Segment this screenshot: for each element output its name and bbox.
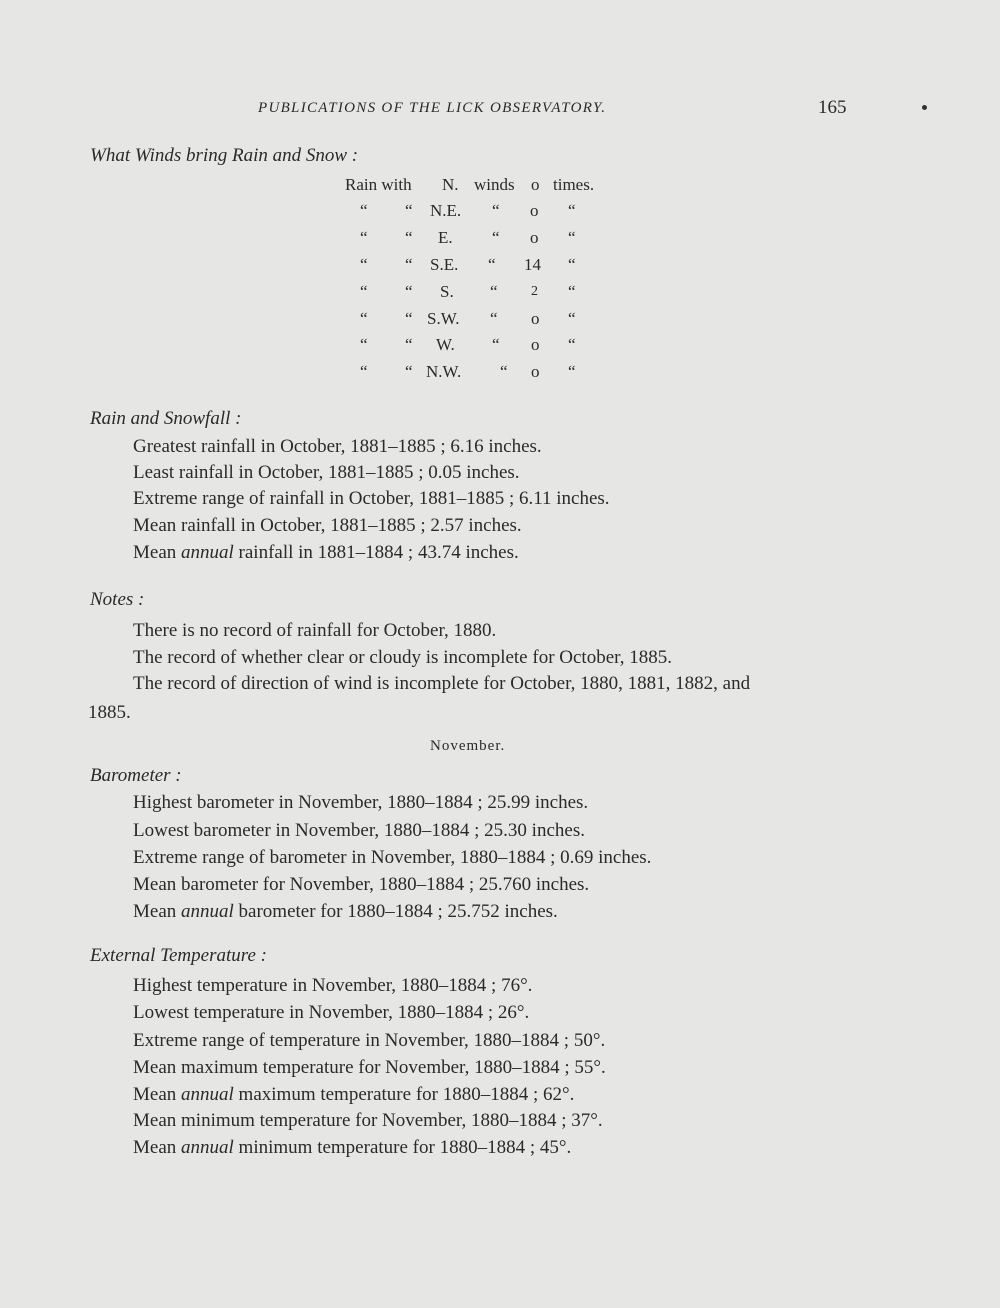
ditto-mark: “ (500, 362, 508, 381)
wind-count: o (531, 362, 540, 381)
barometer-heading: Barometer : (90, 765, 182, 786)
note-line: The record of direction of wind is incomplete for October, 1880, 1881, 1882, and (133, 673, 751, 694)
ditto-mark: “ (492, 335, 500, 354)
wind-direction: E. (438, 228, 453, 247)
ditto-mark: “ (405, 255, 413, 274)
ditto-mark: “ (405, 335, 413, 354)
ditto-mark: “ (568, 228, 576, 247)
wind-count: 2 (531, 284, 538, 299)
ditto-mark: “ (405, 282, 413, 301)
ditto-mark: “ (405, 201, 413, 220)
rainfall-line: Extreme range of rainfall in October, 1881–1885 ; 6.11 inches. (133, 488, 610, 509)
ditto-mark: “ (360, 255, 368, 274)
text-segment: Lowest temperature in November, 1880–1884 ; 26°. (133, 1002, 530, 1023)
text-segment: barometer for 1880–1884 ; 25.752 inches. (233, 901, 558, 922)
ditto-mark: “ (360, 335, 368, 354)
temperature-heading: External Temperature : (90, 945, 267, 966)
temperature-annual-line (133, 1137, 571, 1159)
emphasis: annual (181, 542, 234, 563)
temperature-line (133, 1057, 606, 1079)
running-head: PUBLICATIONS OF THE LICK OBSERVATORY. (258, 100, 607, 116)
temperature-line (133, 1030, 605, 1052)
text-segment: Mean (133, 1084, 182, 1105)
month-heading: November. (430, 738, 506, 754)
notes-heading: Notes : (90, 589, 145, 610)
wind-direction: N.E. (430, 201, 462, 220)
wind-count: o (531, 309, 540, 328)
emphasis: annual (181, 901, 234, 922)
temperature-line (133, 1002, 529, 1024)
winds-word: winds (474, 175, 515, 194)
winds-intro: Rain with (345, 175, 412, 194)
rainfall-heading: Rain and Snowfall : (90, 408, 242, 429)
wind-count: o (530, 201, 539, 220)
ditto-mark: “ (568, 282, 576, 301)
wind-count: o (531, 335, 540, 354)
wind-direction: W. (436, 335, 455, 354)
ditto-mark: “ (360, 282, 368, 301)
times-word: times. (553, 175, 595, 194)
ditto-mark: “ (490, 282, 498, 301)
emphasis: annual (181, 1137, 234, 1158)
note-line: The record of whether clear or cloudy is incomplete for October, 1885. (133, 647, 672, 668)
ditto-mark: “ (405, 362, 413, 381)
ditto-mark: “ (360, 228, 368, 247)
ditto-mark: “ (568, 255, 576, 274)
note-continuation: 1885. (88, 702, 131, 723)
wind-direction: S. (440, 282, 454, 301)
rainfall-line: Least rainfall in October, 1881–1885 ; 0.05 inches. (133, 462, 520, 483)
text-segment: Mean maximum temperature for November, 1880–1884 ; 55°. (133, 1057, 606, 1078)
text-segment: Mean (133, 542, 182, 563)
ditto-mark: “ (405, 309, 413, 328)
page-number: 165 (818, 97, 847, 118)
wind-direction: S.E. (430, 255, 459, 274)
text-segment: Extreme range of temperature in November, 1880–1884 ; 50°. (133, 1030, 606, 1051)
rainfall-line: Greatest rainfall in October, 1881–1885 ; 6.16 inches. (133, 436, 542, 457)
text-segment: Mean (133, 1137, 182, 1158)
ditto-mark: “ (568, 201, 576, 220)
note-line: There is no record of rainfall for October, 1880. (133, 620, 497, 641)
ditto-mark: “ (568, 362, 576, 381)
temperature-line (133, 975, 532, 997)
wind-direction: S.W. (427, 309, 460, 328)
barometer-line: Mean barometer for November, 1880–1884 ; 25.760 inches. (133, 874, 590, 895)
text-segment: maximum temperature for 1880–1884 ; 62°. (233, 1084, 575, 1105)
ditto-mark: “ (490, 309, 498, 328)
wind-count: o (531, 175, 540, 194)
wind-direction: N.W. (426, 362, 462, 381)
winds-heading: What Winds bring Rain and Snow : (90, 145, 359, 166)
wind-count: 14 (524, 255, 541, 274)
text-segment: Mean (133, 901, 182, 922)
ditto-mark: “ (360, 362, 368, 381)
emphasis: annual (181, 1084, 234, 1105)
text-segment: Highest temperature in November, 1880–1884 ; 76°. (133, 975, 533, 996)
ditto-mark: “ (360, 201, 368, 220)
text-segment: Mean minimum temperature for November, 1880–1884 ; 37°. (133, 1110, 603, 1131)
text-segment: rainfall in 1881–1884 ; 43.74 inches. (233, 542, 519, 563)
ditto-mark: “ (492, 201, 500, 220)
wind-direction: N. (442, 175, 459, 194)
barometer-line: Lowest barometer in November, 1880–1884 ; 25.30 inches. (133, 820, 585, 841)
margin-dot (922, 105, 927, 110)
rainfall-line: Mean rainfall in October, 1881–1885 ; 2.57 inches. (133, 515, 522, 536)
barometer-line: Highest barometer in November, 1880–1884 ; 25.99 inches. (133, 792, 589, 813)
ditto-mark: “ (568, 309, 576, 328)
ditto-mark: “ (488, 255, 496, 274)
barometer-annual-line (133, 901, 558, 923)
temperature-annual-line (133, 1084, 574, 1106)
ditto-mark: “ (405, 228, 413, 247)
text-segment: minimum temperature for 1880–1884 ; 45°. (233, 1137, 572, 1158)
rainfall-annual-line (133, 542, 519, 564)
ditto-mark: “ (360, 309, 368, 328)
barometer-line: Extreme range of barometer in November, 1880–1884 ; 0.69 inches. (133, 847, 652, 868)
temperature-line (133, 1110, 603, 1132)
ditto-mark: “ (568, 335, 576, 354)
wind-count: o (530, 228, 539, 247)
ditto-mark: “ (492, 228, 500, 247)
